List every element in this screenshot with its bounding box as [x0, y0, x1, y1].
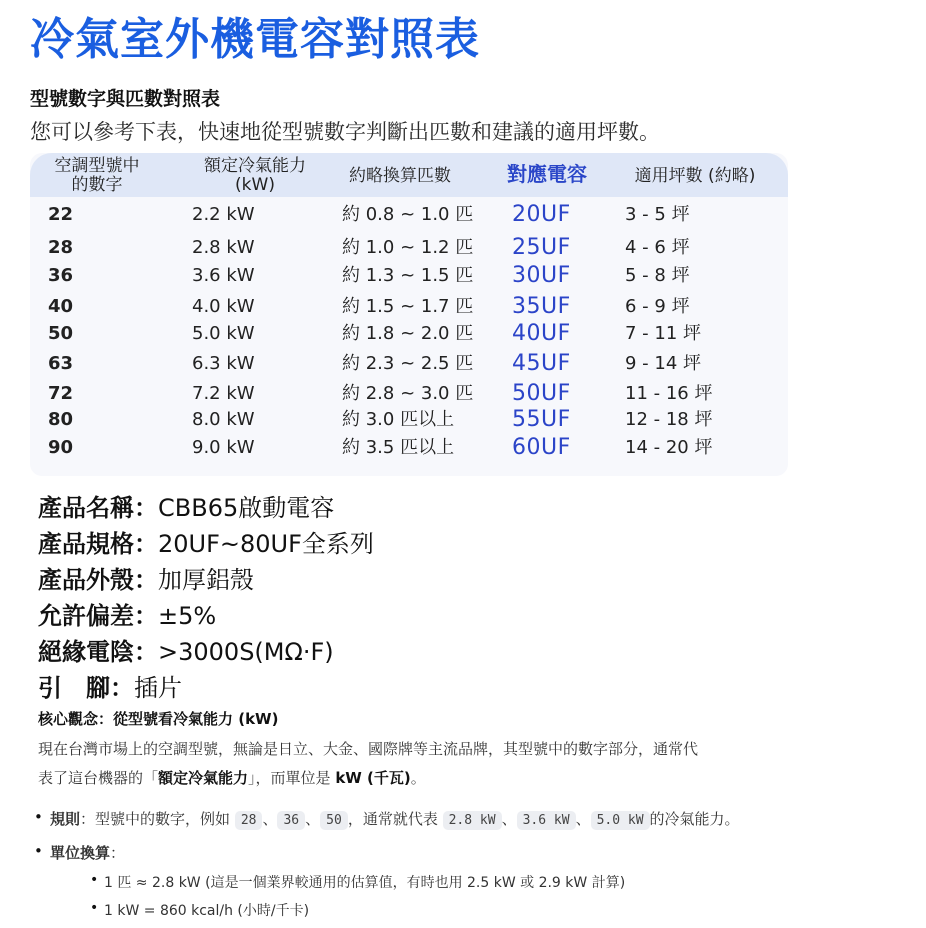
spec-item	[38, 670, 374, 706]
table-row	[30, 350, 788, 378]
spec-value: 20UF~80UF全系列	[158, 530, 374, 558]
approx-hp: 約 3.5 匹以上	[342, 437, 455, 458]
approx-hp: 約 3.0 匹以上	[342, 409, 455, 430]
table-header	[30, 153, 788, 197]
area-range: 12 - 18 坪	[625, 409, 713, 430]
capacitor-value: 40UF	[512, 321, 571, 346]
area-range: 4 - 6 坪	[625, 237, 690, 258]
rules-list	[34, 808, 740, 863]
area-range: 9 - 14 坪	[625, 353, 702, 374]
table-row	[30, 262, 788, 290]
table-row	[30, 201, 788, 229]
capacitor-value: 50UF	[512, 381, 571, 406]
unit-conversion-line: • 1 匹 ≈ 2.8 kW (這是一個業界較通用的估算值，有時也用 2.5 kW 或 2.9 kW 計算)	[90, 872, 626, 891]
emphasis-kw: kW (千瓦)	[335, 769, 411, 787]
area-range: 11 - 16 坪	[625, 383, 713, 404]
unit-label: 單位換算	[50, 844, 111, 862]
area-range: 6 - 9 坪	[625, 296, 690, 317]
unit-conversion-line: • 1 kW = 860 kcal/h (小時/千卡)	[90, 900, 310, 919]
intro-text: 您可以參考下表，快速地從型號數字判斷出匹數和建議的適用坪數。	[30, 120, 660, 144]
spec-list	[38, 490, 374, 706]
model-number: 22	[48, 204, 74, 225]
inline-code: 50	[320, 811, 348, 830]
capacitor-value: 55UF	[512, 407, 571, 432]
bullet-icon: •	[90, 900, 99, 916]
inline-code: 3.6 kW	[517, 811, 576, 830]
table-row	[30, 380, 788, 408]
capacitor-value: 35UF	[512, 294, 571, 319]
page-title: 冷氣室外機電容對照表	[30, 14, 480, 65]
spec-label: 絕緣電陰：	[38, 638, 158, 666]
spec-value: ±5%	[158, 602, 217, 630]
inline-code: 2.8 kW	[443, 811, 502, 830]
spec-label: 允許偏差：	[38, 602, 158, 630]
col-header-capacitor: 對應電容	[507, 162, 587, 186]
unit-sublist	[90, 872, 626, 928]
approx-hp: 約 1.0 ~ 1.2 匹	[342, 237, 474, 258]
section-heading: 型號數字與匹數對照表	[30, 88, 221, 110]
rated-kw: 3.6 kW	[192, 265, 255, 286]
rated-kw: 7.2 kW	[192, 383, 255, 404]
table-row	[30, 320, 788, 348]
bullet-icon: •	[34, 842, 43, 860]
rule-label: 規則	[50, 810, 81, 828]
rated-kw: 6.3 kW	[192, 353, 255, 374]
rated-kw: 2.8 kW	[192, 237, 255, 258]
spec-item	[38, 634, 374, 670]
approx-hp: 約 1.5 ~ 1.7 匹	[342, 296, 474, 317]
approx-hp: 約 0.8 ~ 1.0 匹	[342, 204, 474, 225]
area-range: 14 - 20 坪	[625, 437, 713, 458]
col-header-area: 適用坪數 (約略)	[634, 166, 756, 186]
col-header-hp: 約略換算匹數	[349, 166, 451, 186]
spec-value: >3000S(MΩ·F)	[158, 638, 334, 666]
rated-kw: 5.0 kW	[192, 323, 255, 344]
area-range: 7 - 11 坪	[625, 323, 702, 344]
inline-code: 36	[277, 811, 305, 830]
table-row	[30, 434, 788, 462]
model-number: 63	[48, 353, 74, 374]
spec-item	[38, 490, 374, 526]
model-number: 50	[48, 323, 74, 344]
rated-kw: 8.0 kW	[192, 409, 255, 430]
approx-hp: 約 1.3 ~ 1.5 匹	[342, 265, 474, 286]
core-paragraph-line1: 現在台灣市場上的空調型號，無論是日立、大金、國際牌等主流品牌，其型號中的數字部分，通常代	[38, 740, 699, 758]
rated-kw: 2.2 kW	[192, 204, 255, 225]
capacitor-value: 30UF	[512, 263, 571, 288]
table-row	[30, 234, 788, 262]
spec-value: CBB65啟動電容	[158, 494, 335, 522]
model-number: 28	[48, 237, 74, 258]
spec-item	[38, 526, 374, 562]
capacitor-value: 60UF	[512, 435, 571, 460]
rated-kw: 4.0 kW	[192, 296, 255, 317]
unit-conversion-item: • 單位換算：	[34, 842, 126, 862]
model-number: 72	[48, 383, 74, 404]
emphasis-rated-capacity: 額定冷氣能力	[158, 769, 249, 787]
model-number: 36	[48, 265, 74, 286]
approx-hp: 約 2.3 ~ 2.5 匹	[342, 353, 474, 374]
model-number: 40	[48, 296, 74, 317]
col-header-kw: 額定冷氣能力 (kW)	[204, 156, 306, 195]
spec-label: 產品名稱：	[38, 494, 158, 522]
rule-item: • 規則：型號中的數字，例如 28 、 36 、 50 ，通常就代表 2.8 kW 、 3.6 kW 、 5.0 kW 的冷氣能力。	[34, 808, 740, 828]
spec-item	[38, 598, 374, 634]
capacitor-value: 25UF	[512, 235, 571, 260]
area-range: 5 - 8 坪	[625, 265, 690, 286]
spec-label: 產品規格：	[38, 530, 158, 558]
inline-code: 28	[235, 811, 263, 830]
rated-kw: 9.0 kW	[192, 437, 255, 458]
spec-label: 引 腳：	[38, 674, 134, 702]
spec-value: 插片	[134, 674, 182, 702]
capacitor-value: 45UF	[512, 351, 571, 376]
table-row	[30, 293, 788, 321]
approx-hp: 約 2.8 ~ 3.0 匹	[342, 383, 474, 404]
approx-hp: 約 1.8 ~ 2.0 匹	[342, 323, 474, 344]
spec-value: 加厚鋁殼	[158, 566, 254, 594]
bullet-icon: •	[90, 872, 99, 888]
capacitor-value: 20UF	[512, 202, 571, 227]
core-concept-title: 核心觀念：從型號看冷氣能力 (kW)	[38, 710, 279, 728]
model-number: 90	[48, 437, 74, 458]
spec-label: 產品外殼：	[38, 566, 158, 594]
inline-code: 5.0 kW	[591, 811, 650, 830]
col-header-model: 空調型號中 的數字	[54, 156, 140, 195]
core-paragraph-line2: 表了這台機器的「額定冷氣能力」，而單位是 kW (千瓦)。	[38, 769, 426, 787]
table-row	[30, 406, 788, 434]
model-number: 80	[48, 409, 74, 430]
bullet-icon: •	[34, 808, 43, 826]
comparison-table	[30, 153, 788, 476]
area-range: 3 - 5 坪	[625, 204, 690, 225]
spec-item	[38, 562, 374, 598]
